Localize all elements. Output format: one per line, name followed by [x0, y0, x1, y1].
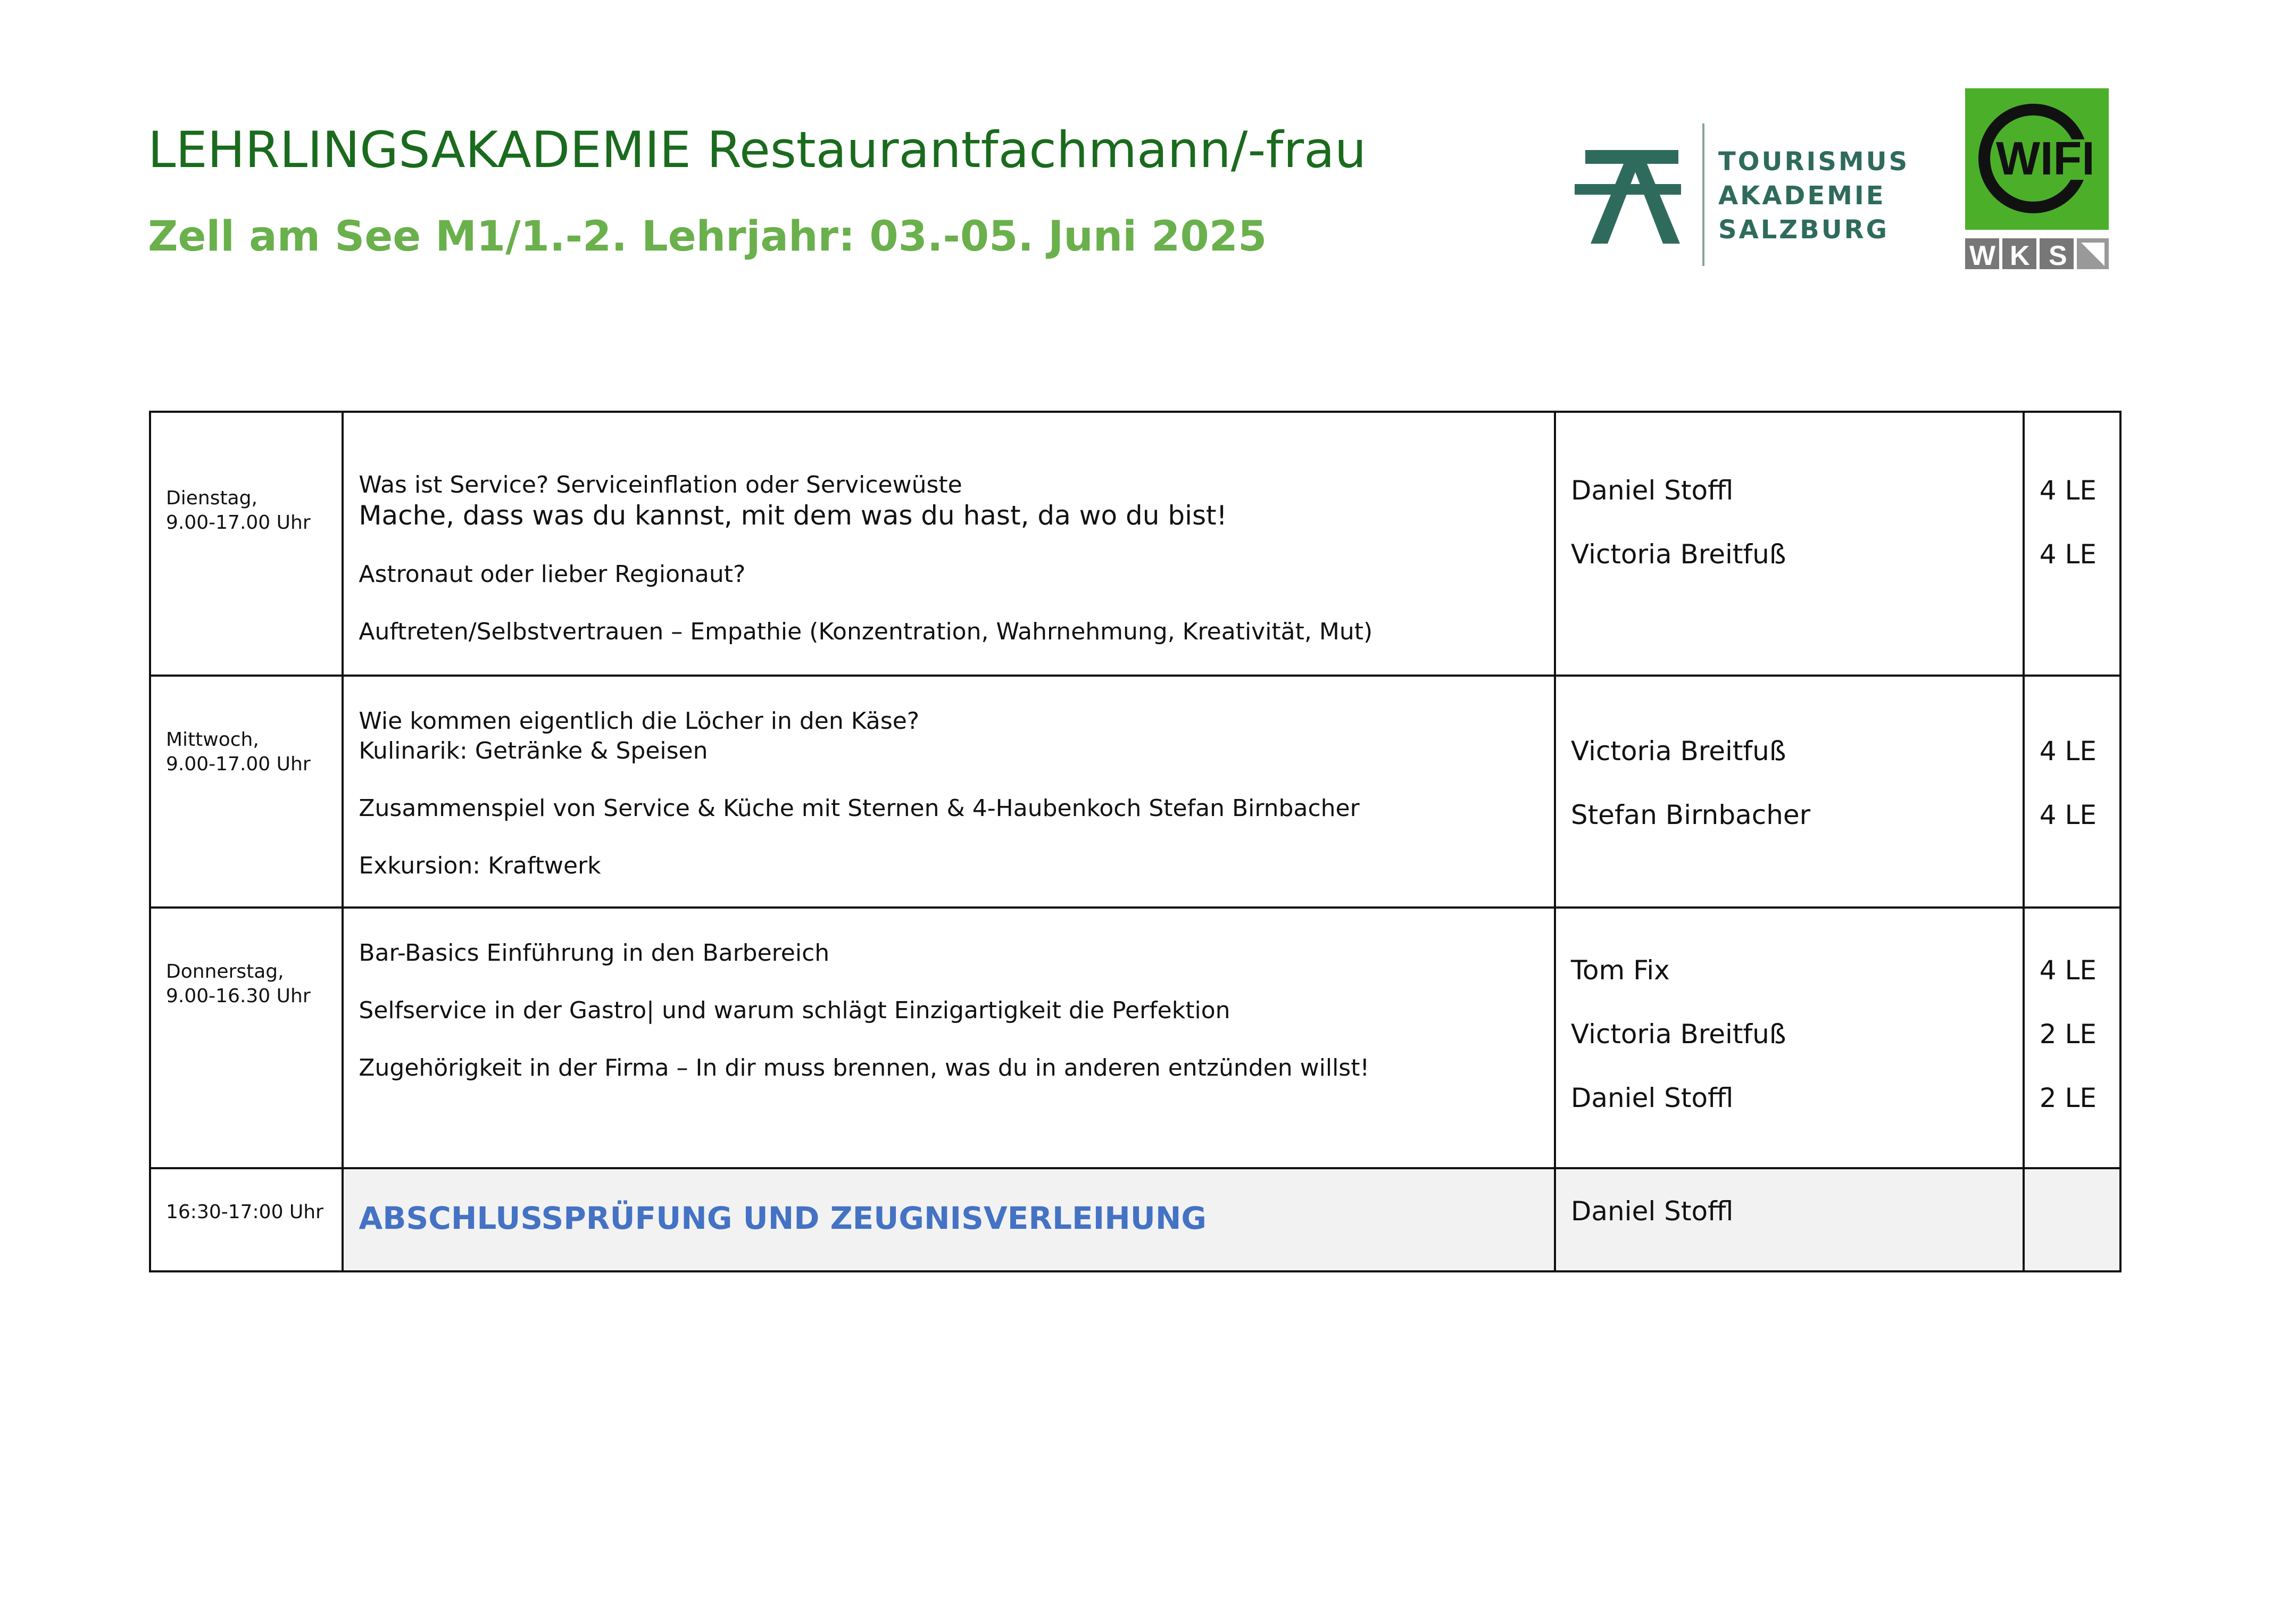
page-title: LEHRLINGSAKADEMIE Restaurantfachmann/-frau — [148, 121, 1367, 179]
final-units-cell — [2024, 1168, 2120, 1271]
tourismus-akademie-wordmark: TOURISMUS AKADEMIE SALZBURG — [1718, 147, 1910, 245]
topic: Selfservice in der Gastro| und warum schlägt Einzigartigkeit die Perfektion — [359, 997, 1230, 1024]
topic: Bar-Basics Einführung in den Barbereich — [359, 939, 830, 967]
instructor-name: Victoria Breitfuß — [1570, 1019, 1786, 1050]
day-cell — [150, 908, 343, 1168]
lesson-units: 2 LE — [2039, 1083, 2097, 1113]
day-label: Donnerstag, — [166, 961, 284, 983]
units-cell — [2024, 412, 2120, 676]
table-row — [150, 908, 2120, 1168]
topic: Mache, dass was du kannst, mit dem was du hast, da wo du bist! — [359, 500, 1227, 531]
time-label: 9.00-16.30 Uhr — [166, 985, 311, 1007]
instructor-name: Daniel Stoffl — [1570, 1196, 1734, 1227]
topic: Auftreten/Selbstvertrauen – Empathie (Konzentration, Wahrnehmung, Kreativität, Mut) — [359, 618, 1373, 645]
instructor-cell — [1555, 412, 2024, 676]
instructor-name: Stefan Birnbacher — [1570, 800, 1811, 830]
page-subtitle: Zell am See M1/1.-2. Lehrjahr: 03.-05. Juni 2025 — [148, 213, 1267, 261]
topic: Zugehörigkeit in der Firma – In dir muss brennen, was du in anderen entzünden willst! — [359, 1054, 1370, 1081]
final-row — [150, 1168, 2120, 1271]
day-cell — [150, 412, 343, 676]
day-cell — [150, 676, 343, 908]
logo-divider — [1702, 123, 1704, 266]
units-cell — [2024, 676, 2120, 908]
topic: Astronaut oder lieber Regionaut? — [359, 561, 746, 588]
lesson-units: 4 LE — [2039, 736, 2097, 767]
final-time-cell — [150, 1168, 343, 1271]
lesson-units: 4 LE — [2039, 475, 2097, 506]
lesson-units: 4 LE — [2039, 539, 2097, 570]
day-label: Dienstag, — [166, 487, 257, 509]
final-title-cell — [343, 1168, 1554, 1271]
day-label: Mittwoch, — [166, 729, 259, 751]
instructor-name: Tom Fix — [1570, 955, 1670, 986]
time-label: 9.00-17.00 Uhr — [166, 753, 311, 775]
final-title: ABSCHLUSSPRÜFUNG UND ZEUGNISVERLEIHUNG — [359, 1200, 1207, 1236]
topic: Exkursion: Kraftwerk — [359, 852, 601, 879]
topic: Kulinarik: Getränke & Speisen — [359, 737, 708, 764]
lesson-units: 2 LE — [2039, 1019, 2097, 1050]
units-cell — [2024, 908, 2120, 1168]
svg-text:W: W — [1969, 240, 1996, 269]
instructor-name: Daniel Stoffl — [1570, 1083, 1734, 1113]
picnic-table-icon — [1575, 150, 1681, 246]
svg-text:K: K — [2010, 240, 2030, 269]
lesson-units: 4 LE — [2039, 955, 2097, 986]
topics-cell — [343, 908, 1554, 1168]
topic: Zusammenspiel von Service & Küche mit Sternen & 4-Haubenkoch Stefan Birnbacher — [359, 795, 1360, 822]
instructor-name: Daniel Stoffl — [1570, 475, 1734, 506]
topics-cell — [343, 412, 1554, 676]
svg-text:WIFI: WIFI — [1996, 132, 2095, 185]
instructor-name: Victoria Breitfuß — [1570, 736, 1786, 767]
tourismus-akademie-logo — [1575, 123, 1910, 267]
final-instructor-cell — [1555, 1168, 2024, 1271]
lesson-units: 4 LE — [2039, 800, 2097, 830]
instructor-cell — [1555, 676, 2024, 908]
instructor-name: Victoria Breitfuß — [1570, 539, 1786, 570]
topic: Was ist Service? Serviceinflation oder Servicewüste — [359, 471, 962, 498]
table-row — [150, 676, 2120, 908]
topics-cell — [343, 676, 1554, 908]
svg-text:S: S — [2049, 240, 2067, 269]
schedule-table — [149, 411, 2122, 1272]
final-time: 16:30-17:00 Uhr — [166, 1201, 323, 1223]
wifi-wks-logo — [1965, 88, 2109, 269]
instructor-cell — [1555, 908, 2024, 1168]
topic: Wie kommen eigentlich die Löcher in den Käse? — [359, 708, 920, 735]
table-row — [150, 412, 2120, 676]
time-label: 9.00-17.00 Uhr — [166, 512, 311, 534]
